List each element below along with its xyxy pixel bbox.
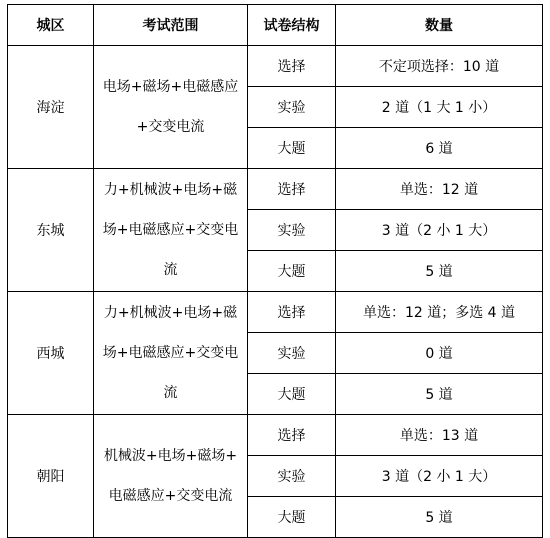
structure-cell: 大题 — [248, 251, 336, 292]
scope-line: 力+机械波+电场+磁 — [103, 182, 238, 198]
scope-line: 机械波+电场+磁场+ — [103, 448, 238, 464]
header-row — [8, 5, 543, 46]
count-cell: 不定项选择：10 道 — [336, 46, 543, 87]
count-cell: 0 道 — [336, 333, 543, 374]
district-cell: 西城 — [8, 292, 94, 415]
count-cell: 单选：12 道 — [336, 169, 543, 210]
structure-cell: 选择 — [248, 46, 336, 87]
structure-cell: 实验 — [248, 333, 336, 374]
exam-structure-table — [7, 4, 543, 538]
scope-line: 流 — [163, 262, 178, 278]
scope-line: 力+机械波+电场+磁 — [103, 305, 238, 321]
district-cell: 海淀 — [8, 46, 94, 169]
scope-line: 流 — [163, 385, 178, 401]
count-cell: 5 道 — [336, 251, 543, 292]
table-row — [8, 292, 543, 333]
table-row — [8, 415, 543, 456]
structure-cell: 实验 — [248, 456, 336, 497]
count-cell: 6 道 — [336, 128, 543, 169]
count-cell: 3 道（2 小 1 大） — [336, 456, 543, 497]
count-cell: 5 道 — [336, 374, 543, 415]
scope-cell — [94, 292, 248, 415]
scope-line: +交变电流 — [136, 119, 205, 135]
table-row — [8, 169, 543, 210]
scope-cell — [94, 415, 248, 538]
structure-cell: 大题 — [248, 374, 336, 415]
structure-cell: 实验 — [248, 210, 336, 251]
count-cell: 2 道（1 大 1 小） — [336, 87, 543, 128]
count-cell: 5 道 — [336, 497, 543, 538]
header-district: 城区 — [8, 5, 94, 46]
count-cell: 单选：13 道 — [336, 415, 543, 456]
header-scope: 考试范围 — [94, 5, 248, 46]
header-structure: 试卷结构 — [248, 5, 336, 46]
table-row — [8, 46, 543, 87]
count-cell: 单选：12 道；多选 4 道 — [336, 292, 543, 333]
district-cell: 东城 — [8, 169, 94, 292]
structure-cell: 实验 — [248, 87, 336, 128]
structure-cell: 选择 — [248, 292, 336, 333]
scope-line: 电场+磁场+电磁感应 — [102, 79, 239, 95]
scope-line: 场+电磁感应+交变电 — [102, 345, 239, 361]
structure-cell: 选择 — [248, 415, 336, 456]
scope-cell — [94, 46, 248, 169]
count-cell: 3 道（2 小 1 大） — [336, 210, 543, 251]
scope-line: 电磁感应+交变电流 — [108, 488, 233, 504]
structure-cell: 选择 — [248, 169, 336, 210]
structure-cell: 大题 — [248, 128, 336, 169]
scope-line: 场+电磁感应+交变电 — [102, 222, 239, 238]
district-cell: 朝阳 — [8, 415, 94, 538]
scope-cell — [94, 169, 248, 292]
structure-cell: 大题 — [248, 497, 336, 538]
header-count: 数量 — [336, 5, 543, 46]
